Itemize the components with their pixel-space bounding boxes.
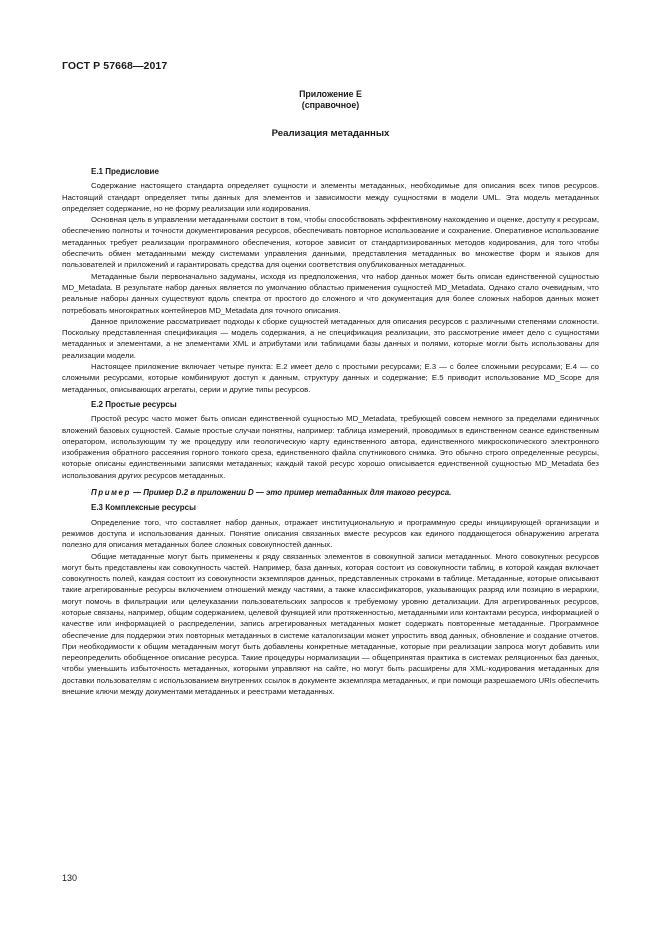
- standard-designation: ГОСТ Р 57668—2017: [62, 60, 168, 72]
- body-text: [62, 166, 599, 697]
- section-heading-e1: Е.1 Предисловие: [91, 167, 159, 176]
- example-text: — Пример D.2 в приложении D — это пример метаданных для такого ресурса.: [130, 488, 452, 498]
- example-note: [62, 487, 599, 498]
- paragraph: Данное приложение рассматривает подходы к сборке сущностей метаданных для описания ресурсов с различными степенями сложности. Поскольку представленная спецификация — модель содержания, а не спецификация реализации, это рассмотрение имеет дело с сущностями метаданных и элементами, а не элементами XML и атрибутами или таблицами базы данных и полями, которые могли быть использованы для реализации модели.: [62, 316, 599, 360]
- paragraph: Общие метаданные могут быть применены к ряду связанных элементов в совокупной записи метаданных. Много совокупных ресурсов могут быть представлены как совокупность частей. Например, база данных, которая состоит из совокупности таблиц, в которой каждая включает совокупность полей, каждая состоит из совокупности экземпляров данных, представленных строками в таблице. Метаданные, которые описывают такие агрегированные ресурсы включением отношений между частями, а также классификаторов, указывающих разряд или позицию в иерархии, могут помочь в фильтрации или целеуказании пользовательских запросов к требуемому уровню детализации. Для агрегированных ресурсов, которые связаны, например, общим содержанием, целевой функцией или протяженностью, метаданными или контактами ресурса, информацией о качестве или информацией о распределении, запись агрегированных метаданных может содержать повторенные метаданные. Программное обеспечение для поддержки этих повторных метаданных в системе каталогизации может упростить ввод данных, обновление и создание отчетов. При необходимости к общим метаданным могут быть добавлены конкретные метаданные, которые при реализации запроса могут добавить или переопределить обобщенное описание ресурса. Такие процедуры нормализации — общепринятая практика в системах реляционных баз данных, чтобы уменьшить избыточность метаданных, которыми управляют на сайте, но могут быть расширены для XML-кодирования метаданных для доставки пользователям с использованием внутренних ссылок в документе экземпляра метаданных, и при помощи разрешаемого URIs обеспечить внешние ключи между документами метаданных и реестрами метаданных.: [62, 551, 599, 697]
- section-heading-e3: Е.3 Комплексные ресурсы: [91, 503, 196, 513]
- paragraph: Метаданные были первоначально задуманы, исходя из предположения, что набор данных может быть описан единственной сущностью MD_Metadata. В результате набор данных является по умолчанию областью применения сущностей MD_Metadata. Однако стало очевидным, что реальные наборы данных существуют вдоль спектра от простого до сложного и что документация для более сложных наборов данных может потребовать многократных контейнеров MD_Metadata для точного описания.: [62, 271, 599, 315]
- paragraph: Настоящее приложение включает четыре пункта: Е.2 имеет дело с простыми ресурсами; Е.3 — с более сложными ресурсами; Е.4 — со сложными ресурсами, которые комбинируют доступ к данным, структуру данных и содержание; Е.5 приводит использование MD_Scope для метаданных, описывающих агрегаты, серии и другие типы ресурсов.: [62, 362, 599, 394]
- appendix-subtitle: (справочное): [301, 100, 360, 110]
- appendix-title: Приложение Е: [299, 89, 362, 99]
- page-number: 130: [62, 873, 78, 883]
- paragraph: Содержание настоящего стандарта определяет сущности и элементы метаданных, необходимые для описания всех типов ресурсов. Настоящий стандарт определяет типы данных для элементов и зависимости между сущностями в модели UML. Эта модель метаданных определяет содержание, но не форму реализации или кодирования.: [62, 181, 599, 213]
- appendix-heading: Реализация метаданных: [271, 128, 390, 139]
- paragraph: Основная цель в управлении метаданными состоит в том, чтобы способствовать эффективному нахождению и оценке, доступу к ресурсам, обеспечению полноты и точности документирования ресурсов, обеспечивать повторное использование и сохранение. Оперативное использование метаданных требует реализации программного обеспечения, которое зависит от стандартизированных методов кодирования, для того чтобы обеспечить обмен метаданными между системами управления данными, представления метаданных во множестве форм и языков для пользователей и приложений и гарантировать средства для оценки соответствия опубликованных метаданных.: [62, 215, 599, 270]
- paragraph: Простой ресурс часто может быть описан единственной сущностью MD_Metadata, требующей совсем немного за пределами единичных вложений базовых сущностей. Самые простые случаи понятны, например: таблица измерений, проводимых в единственном сеансе единственным оператором, использующим ту же процедуру или геологическую карту единственного автора, единственного микроскопического электронного изображения обратного рассеяния горного тонкого среза, единственного файла спутникового снимка. Это обычно строго определенные ресурсы, которые описаны единственными записями метаданных; каждый такой ресурс хорошо описывается единственной сущностью MD_Metadata без использования других ресурсов метаданных.: [62, 414, 599, 480]
- section-heading-e2: Е.2 Простые ресурсы: [91, 399, 177, 409]
- paragraph: Определение того, что составляет набор данных, отражает институциональную и программную среды инициирующей организации и режимов доступа и использования данных. Понятие описания связанных вместе ресурсов как единого поддающегося обнаружению агрегата полезно для описания метаданных более сложных совокупностей данных.: [62, 517, 599, 550]
- example-label: Пример: [91, 488, 131, 498]
